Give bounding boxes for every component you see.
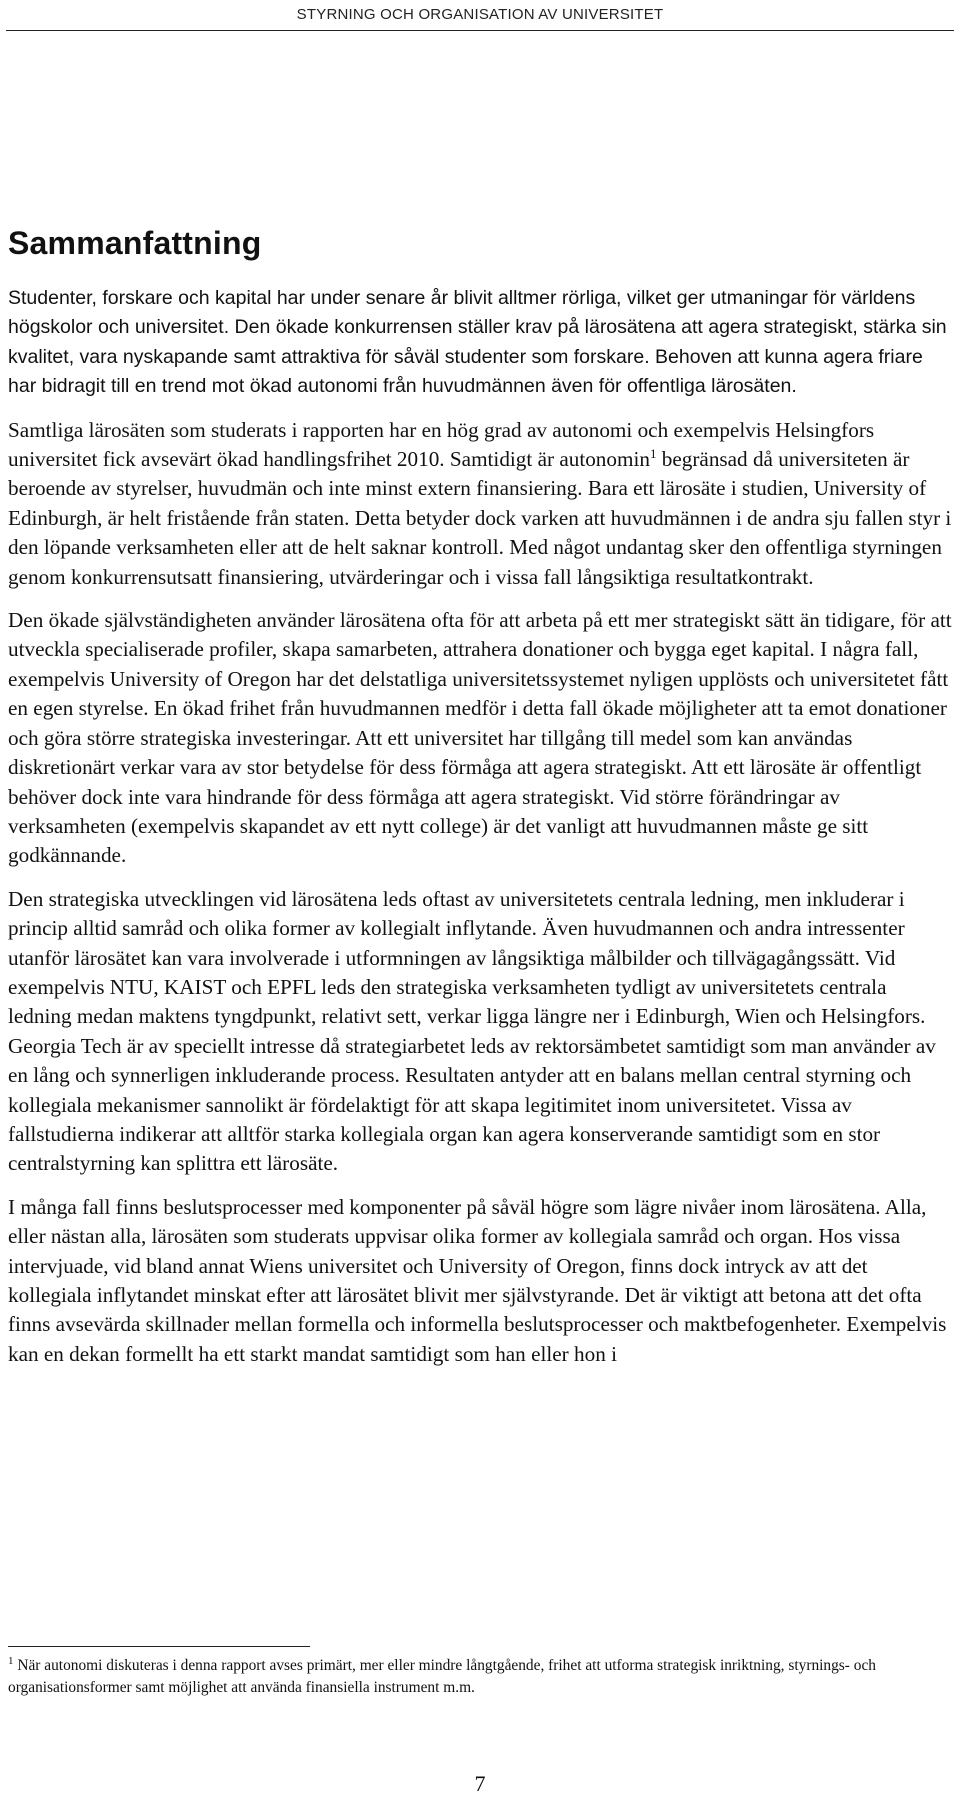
paragraph-2-lead: Samtliga lärosäten som studerats i rapporten har en hög grad av autonomi och exempelvis bbox=[8, 417, 770, 442]
paragraph-2 bbox=[8, 416, 952, 592]
page-content bbox=[8, 224, 952, 1369]
paragraph-2-part-a: Helsingfors universitet fick avsevärt ökad handlingsfrihet 2010. Samtidigt är autonomin bbox=[8, 417, 875, 472]
footnote-rule bbox=[8, 1646, 310, 1647]
paragraph-2-part-b: begränsad då universiteten är beroende av styrelser, huvudmän och inte minst extern finansiering. Bara ett lärosäte i studien, University of Edinburgh, är helt fristående från staten. Detta betyder dock varken att huvudmännen i de andra sju fallen styr i den löpande verksamheten eller att de helt saknar kontroll. Med något undantag sker den offentliga styrningen genom konkurrensutsatt finansiering, utvärderingar och i vissa fall långsiktiga resultatkontrakt. bbox=[8, 447, 952, 589]
section-title: Sammanfattning bbox=[8, 225, 262, 261]
header-rule bbox=[6, 30, 954, 31]
paragraph-3: Den ökade självständigheten använder lärosätena ofta för att arbeta på ett mer strategiskt sätt än tidigare, för att utveckla specialiserade profiler, skapa samarbeten, attrahera donationer och bygga eget kapital. I några fall, exempelvis University of Oregon har det delstatliga universitetssystemet nyligen upplösts och universitetet fått en egen styrelse. En ökad frihet från huvudmannen medför i detta fall ökade möjligheter att ta emot donationer och göra större strategiska investeringar. Att ett universitet har tillgång till medel som kan användas diskretionärt verkar vara av stor betydelse för dess förmåga att agera strategiskt. Att ett lärosäte är offentligt behöver dock inte vara hindrande för dess förmåga att agera strategiskt. Vid större förändringar av verksamheten (exempelvis skapandet av ett nytt college) är det vanligt att huvudmannen måste ge sitt godkännande. bbox=[8, 608, 952, 868]
paragraph-1: Studenter, forskare och kapital har under senare år blivit alltmer rörliga, vilket ger utmaningar för världens högskolor och universitet. Den ökade konkurrensen ställer krav på lärosätena att agera strategiskt, stärka sin kvalitet, vara nyskapande samt attraktiva för såväl studenter som forskare. Behoven att kunna agera friare har bidragit till en trend mot ökad autonomi från huvudmännen även för offentliga lärosäten. bbox=[8, 287, 947, 398]
paragraph-4: Den strategiska utvecklingen vid lärosätena leds oftast av universitetets centrala ledning, men inkluderar i princip alltid samråd och olika former av kollegialt inflytande. Även huvudmannen och andra intressenter utanför lärosätet kan vara involverade i utformningen av långsiktiga målbilder och tillvägagångssätt. Vid exempelvis NTU, KAIST och EPFL leds den strategiska verksamheten tydligt av universitetets centrala ledning medan maktens tyngdpunkt, relativt sett, verkar ligga längre ner i Edinburgh, Wien och Helsingfors. Georgia Tech är av speciellt intresse då strategiarbetet leds av rektorsämbetet samtidigt som man använder av en lång och synnerligen inkluderande process. Resultaten antyder att en balans mellan central styrning och kollegiala mekanismer sannolikt är fördelaktigt för att skapa legitimitet inom universitetet. Vissa av fallstudierna indikerar att alltför starka kollegiala organ kan agera konserverande samtidigt som en stor centralstyrning kan splittra ett lärosäte. bbox=[8, 886, 936, 1176]
footnote bbox=[8, 1655, 952, 1698]
page-number: 7 bbox=[474, 1771, 486, 1796]
footnote-marker: 1 bbox=[8, 1655, 14, 1667]
footnote-reference: 1 bbox=[649, 446, 657, 462]
paragraph-5: I många fall finns beslutsprocesser med komponenter på såväl högre som lägre nivåer inom lärosätena. Alla, eller nästan alla, lärosäten som studerats uppvisar olika former av kollegiala samråd och organ. Hos vissa intervjuade, vid bland annat Wiens universitet och University of Oregon, finns dock intryck av att det kollegiala inflytandet minskat efter att lärosätet blivit mer självstyrande. Det är viktigt att betona att det ofta finns avsevärda skillnader mellan formella och informella beslutsprocesser och maktbefogenheter. Exempelvis kan en dekan formellt ha ett starkt mandat samtidigt som han eller hon i bbox=[8, 1194, 947, 1366]
running-header: STYRNING OCH ORGANISATION AV UNIVERSITET bbox=[296, 6, 664, 23]
footnote-text: När autonomi diskuteras i denna rapport avses primärt, mer eller mindre långtgående, frihet att utforma strategisk inriktning, styrnings- och organisationsformer samt möjlighet att använda finansiella instrument m.m. bbox=[8, 1657, 876, 1696]
